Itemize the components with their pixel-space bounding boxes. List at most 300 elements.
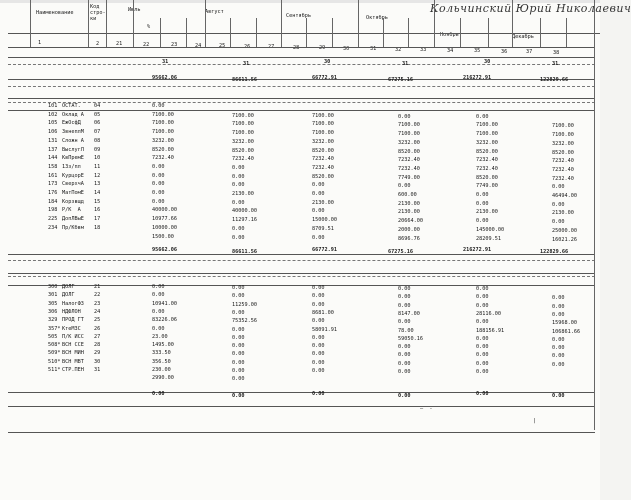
item-value: 3232.00 — [476, 139, 498, 146]
item-value: 0.00 — [232, 368, 245, 374]
item-value: 7100.00 — [312, 130, 334, 137]
item-value: 0.00 — [232, 199, 245, 206]
item-value: 0.00 — [398, 369, 411, 375]
item-value: 8681.00 — [312, 309, 334, 316]
item-value: 7749.00 — [398, 174, 420, 181]
item-code: 173 — [48, 181, 58, 188]
column-number: 25 — [219, 43, 226, 49]
item-value: 0.00 — [312, 208, 325, 215]
item-value: 333.50 — [152, 350, 171, 357]
item-value: 0.00 — [232, 285, 245, 291]
item-value: 8520.00 — [552, 149, 574, 156]
column-divider — [488, 18, 489, 47]
item-value: 0.00 — [476, 286, 489, 292]
item-value: 0.00 — [152, 103, 165, 109]
item-value: 7232.40 — [552, 158, 574, 165]
month-header: Ноябрь — [440, 32, 459, 38]
row-value: 67275.16 — [388, 77, 413, 83]
item-value: 7232.40 — [476, 157, 498, 164]
item-value: 7100.00 — [398, 122, 420, 129]
item-name: П/К ИСС — [62, 333, 84, 340]
item-line: 13 — [94, 181, 101, 188]
item-value: 7232.40 — [312, 156, 334, 163]
item-code: 509* — [48, 350, 61, 357]
item-value: 0.00 — [476, 200, 489, 207]
item-value: 7232.40 — [552, 166, 574, 173]
item-code: 357* — [48, 325, 61, 332]
item-code: 161 — [48, 172, 58, 179]
row-value: 86611.56 — [232, 77, 257, 83]
item-value: 0.00 — [232, 234, 245, 241]
row-value: 95662.06 — [152, 247, 177, 253]
item-name: НалогФЗ — [62, 300, 84, 307]
row-value: 66772.91 — [312, 75, 337, 81]
item-code: 131 — [48, 137, 58, 144]
month-header: Декабрь — [512, 34, 534, 40]
item-value: 0.00 — [232, 309, 245, 316]
column-divider — [281, 0, 282, 47]
item-value: 106861.66 — [552, 328, 581, 335]
item-line: 08 — [94, 137, 101, 144]
rule-line — [8, 98, 595, 99]
item-value: 75352.56 — [232, 318, 257, 325]
item-value: 3232.00 — [152, 137, 174, 144]
item-line: 26 — [94, 325, 101, 332]
item-line: 28 — [94, 342, 101, 349]
item-code: 101 — [48, 103, 58, 109]
item-value: 20664.00 — [398, 218, 423, 225]
item-value: 0.00 — [476, 344, 489, 351]
row-value: 31 — [243, 61, 250, 67]
item-name: НДФЛОН — [62, 308, 81, 315]
item-value: 0.00 — [476, 352, 489, 359]
item-value: 0.00 — [476, 369, 489, 375]
column-divider — [106, 0, 107, 47]
item-name: Р/К А — [62, 207, 81, 214]
item-value: 0.00 — [398, 302, 411, 309]
item-value: 0.00 — [312, 285, 325, 291]
column-divider — [408, 18, 409, 47]
item-value: 0.00 — [232, 326, 245, 333]
item-name: ДОЛГ — [62, 292, 75, 299]
item-value: 7232.40 — [398, 157, 420, 164]
item-value: 0.00 — [152, 181, 165, 188]
row-value: 122829.66 — [540, 249, 569, 255]
item-value: 0.00 — [398, 294, 411, 301]
dashed-line — [8, 276, 595, 277]
item-line: 16 — [94, 207, 101, 214]
column-divider — [434, 0, 435, 47]
item-value: 10977.66 — [152, 216, 177, 223]
column-number: 37 — [526, 49, 533, 55]
item-line: 09 — [94, 146, 101, 153]
item-code: 225 — [48, 216, 58, 223]
item-line: 11 — [94, 163, 101, 170]
item-code: 300 — [48, 284, 58, 290]
item-value: 11259.00 — [232, 301, 257, 308]
item-value: 0.00 — [232, 359, 245, 366]
column-divider — [358, 0, 359, 47]
item-value: 0.00 — [476, 218, 489, 225]
rule-line — [8, 406, 595, 407]
rule-line — [8, 57, 595, 58]
column-divider — [540, 18, 541, 47]
item-line: 31 — [94, 367, 101, 373]
item-value: 7100.00 — [312, 121, 334, 128]
item-line: 06 — [94, 120, 101, 127]
item-value: 7100.00 — [232, 121, 254, 128]
item-value: 0.00 — [552, 201, 565, 208]
item-value: 0.00 — [312, 359, 325, 366]
item-code: 508* — [48, 342, 61, 349]
item-value: 2130.00 — [398, 209, 420, 216]
item-value: 145000.00 — [476, 226, 505, 233]
rule-line — [8, 273, 595, 274]
item-code: 106 — [48, 129, 58, 136]
column-divider — [306, 18, 307, 47]
column-number: 35 — [474, 48, 481, 54]
column-number: 22 — [143, 42, 150, 48]
item-value: 0.00 — [232, 351, 245, 358]
item-value: 7100.00 — [552, 123, 574, 130]
item-value: 0.00 — [312, 191, 325, 197]
item-value: 46494.00 — [552, 193, 577, 199]
item-value: 23.00 — [152, 333, 168, 340]
item-value: 59050.16 — [398, 335, 423, 342]
row-value: 67275.16 — [388, 249, 413, 255]
item-line: 12 — [94, 172, 101, 179]
month-header: Июль — [128, 7, 141, 13]
item-code: 234 — [48, 224, 58, 231]
column-divider — [205, 0, 206, 47]
item-value: 0.00 — [232, 182, 245, 189]
item-code: 184 — [48, 198, 58, 205]
item-name: ВСН МВТ — [62, 358, 84, 365]
item-value: 0.00 — [398, 344, 411, 351]
item-value: 0.00 — [152, 325, 165, 332]
item-line: 22 — [94, 292, 101, 299]
item-value: 3232.00 — [552, 140, 574, 147]
item-value: 7100.00 — [232, 130, 254, 137]
item-value: 0.00 — [476, 294, 489, 301]
row-value: 0.00 — [312, 391, 325, 397]
item-value: 16021.26 — [552, 236, 577, 243]
item-value: 8709.51 — [312, 225, 334, 232]
item-value: 356.50 — [152, 358, 171, 365]
handwritten-note: Кольчинский Юрий Николаевич — [430, 2, 631, 15]
row-value: 95662.06 — [152, 75, 177, 81]
column-divider — [133, 0, 134, 47]
item-value: 7232.40 — [476, 165, 498, 172]
item-value: 28209.51 — [476, 235, 501, 242]
item-value: 0.00 — [552, 219, 565, 226]
item-value: 0.00 — [232, 376, 245, 383]
item-name: КвПремЕ — [62, 155, 84, 162]
item-line: 29 — [94, 350, 101, 357]
row-value: 31 — [402, 61, 409, 67]
item-value: 15000.00 — [312, 217, 337, 224]
rule-line — [8, 79, 595, 80]
item-value: 2130.00 — [398, 200, 420, 207]
item-name: ОСТАТ. — [62, 103, 81, 109]
column-divider — [594, 0, 595, 430]
item-value: 0.00 — [398, 183, 411, 190]
item-name: КурцорЕ — [62, 172, 84, 179]
item-value: 8520.00 — [476, 174, 498, 181]
row-value: 0.00 — [398, 393, 411, 399]
item-value: 0.00 — [232, 173, 245, 180]
column-divider — [332, 18, 333, 47]
dashed-line — [8, 64, 595, 65]
item-name: ЗвнеплМ — [62, 129, 84, 136]
row-value: 0.00 — [152, 391, 165, 397]
item-name: Оклад А — [62, 111, 84, 118]
item-code: 505 — [48, 333, 58, 340]
item-value: 3232.00 — [232, 138, 254, 145]
item-code: 305 — [48, 300, 58, 307]
item-name: ВСН МИН — [62, 350, 84, 357]
item-line: 23 — [94, 300, 101, 307]
row-value: 0.00 — [552, 393, 565, 399]
row-value: 0.00 — [232, 393, 245, 399]
column-number: 2 — [96, 41, 100, 47]
item-name: ПРОД ГТ — [62, 317, 84, 324]
month-header: Октябрь — [366, 15, 388, 21]
item-name: Пр/Кбвм — [62, 224, 84, 231]
item-code: 105 — [48, 120, 58, 127]
item-name: ЕжОсфД — [62, 120, 81, 127]
item-value: 2130.00 — [552, 210, 574, 217]
item-name: МатПомЕ — [62, 190, 84, 196]
column-number: 34 — [447, 48, 454, 54]
item-value: 0.00 — [312, 318, 325, 325]
item-name: 13з/пл — [62, 163, 81, 170]
item-line: 27 — [94, 333, 101, 340]
row-value: 31 — [162, 59, 169, 65]
item-name: СверхчА — [62, 181, 84, 188]
column-divider — [460, 18, 461, 47]
item-value: 0.00 — [312, 334, 325, 341]
column-number: 28 — [293, 45, 300, 51]
column-number: 26 — [244, 44, 251, 50]
column-number: 36 — [501, 49, 508, 55]
rule-line — [8, 47, 595, 48]
item-value: 0.00 — [152, 308, 165, 315]
row-value: 66772.91 — [312, 247, 337, 253]
item-value: 3232.00 — [398, 139, 420, 146]
item-code: 198 — [48, 207, 58, 214]
item-value: 25000.00 — [552, 227, 577, 234]
col-code-header: Код стро- ки — [90, 4, 106, 22]
rule-line — [8, 392, 595, 393]
item-line: 10 — [94, 155, 101, 162]
item-value: 2000.00 — [398, 226, 420, 233]
item-name: Сложн А — [62, 137, 84, 144]
item-value: 7232.40 — [152, 155, 174, 162]
dashed-line — [8, 86, 595, 87]
item-code: 301 — [48, 292, 58, 299]
item-value: 8147.00 — [398, 310, 420, 317]
item-line: 04 — [94, 103, 101, 109]
column-number: 38 — [553, 50, 560, 56]
item-value: 0.00 — [152, 163, 165, 170]
item-value: 0.00 — [552, 303, 565, 310]
item-value: 0.00 — [232, 225, 245, 232]
item-value: 0.00 — [312, 182, 325, 189]
item-line: 15 — [94, 198, 101, 205]
item-value: 2130.00 — [312, 199, 334, 206]
row-value: 86611.56 — [232, 249, 257, 255]
item-value: 0.00 — [398, 286, 411, 292]
item-line: 25 — [94, 317, 101, 324]
item-name: СТР.ПЕН — [62, 367, 84, 373]
column-divider — [256, 18, 257, 47]
item-value: 83226.06 — [152, 317, 177, 324]
column-number: 1 — [38, 40, 42, 46]
item-line: 18 — [94, 224, 101, 231]
item-name: ДОЛГ — [62, 284, 75, 290]
item-value: 0.00 — [552, 311, 565, 318]
item-value: 8520.00 — [312, 147, 334, 154]
column-divider — [88, 0, 89, 47]
item-code: 158 — [48, 163, 58, 170]
item-line: 30 — [94, 358, 101, 365]
row-value: 30 — [484, 59, 491, 65]
item-value: 0.00 — [476, 319, 489, 326]
item-value: 0.00 — [232, 334, 245, 341]
row-value: 31 — [552, 61, 559, 67]
item-value: 7232.40 — [552, 175, 574, 182]
item-code: 176 — [48, 190, 58, 196]
column-number: 30 — [343, 46, 350, 52]
item-value: 0.00 — [476, 302, 489, 309]
row-value: 216272.91 — [463, 75, 492, 81]
item-value: 0.00 — [152, 284, 165, 290]
item-value: 78.00 — [398, 327, 414, 334]
item-value: 600.00 — [398, 192, 417, 198]
column-number: 31 — [370, 46, 377, 52]
item-value: 0.00 — [312, 234, 325, 241]
item-code: 306 — [48, 308, 58, 315]
item-value: 2130.00 — [476, 209, 498, 216]
item-value: 7100.00 — [152, 129, 174, 136]
item-value: 0.00 — [476, 113, 489, 120]
rule-line — [8, 254, 595, 255]
item-value: 8520.00 — [398, 148, 420, 155]
item-value: 1495.00 — [152, 342, 174, 349]
item-value: 58091.91 — [312, 326, 337, 333]
column-number: 23 — [171, 42, 178, 48]
row-value: 216272.91 — [463, 247, 492, 253]
item-value: 8696.76 — [398, 235, 420, 242]
column-number: 27 — [268, 44, 275, 50]
item-value: 0.00 — [312, 351, 325, 358]
item-value: 0.00 — [476, 360, 489, 367]
item-value: 7100.00 — [476, 122, 498, 129]
item-value: 7749.00 — [476, 183, 498, 190]
item-value: 2130.00 — [232, 191, 254, 197]
column-number: 32 — [395, 47, 402, 53]
item-value: 0.00 — [232, 164, 245, 171]
column-divider — [160, 18, 161, 47]
item-value: 0.00 — [398, 113, 411, 120]
item-value: 7232.40 — [398, 165, 420, 172]
row-value: 30 — [324, 59, 331, 65]
item-value: 7232.40 — [312, 164, 334, 171]
column-divider — [566, 18, 567, 47]
item-value: 0.00 — [552, 184, 565, 191]
item-value: 0.00 — [552, 353, 565, 360]
column-divider — [512, 0, 513, 47]
item-value: 0.00 — [552, 361, 565, 368]
item-value: 0.00 — [552, 336, 565, 343]
item-value: 0.00 — [312, 301, 325, 308]
item-value: 0.00 — [152, 292, 165, 299]
item-value: 0.00 — [476, 192, 489, 198]
item-code: 329 — [48, 317, 58, 324]
col-name-header: Наименование — [36, 10, 74, 16]
item-value: 7100.00 — [152, 120, 174, 127]
item-line: 05 — [94, 111, 101, 118]
scan-mark: — - — [420, 406, 433, 412]
item-value: 1500.00 — [152, 233, 174, 240]
month-header: Сентябрь — [286, 13, 311, 19]
item-value: 0.00 — [312, 293, 325, 300]
item-value: 7100.00 — [312, 112, 334, 119]
item-value: 0.00 — [152, 172, 165, 179]
month-header: Август — [205, 9, 224, 15]
item-value: 8520.00 — [476, 148, 498, 155]
column-divider — [186, 18, 187, 47]
item-value: 10000.00 — [152, 224, 177, 231]
item-value: 0.00 — [232, 293, 245, 300]
column-number: 29 — [319, 45, 326, 51]
item-value: 2990.00 — [152, 375, 174, 382]
item-value: 0.00 — [398, 360, 411, 367]
item-value: 0.00 — [398, 352, 411, 359]
item-code: 511* — [48, 367, 61, 373]
item-line: 07 — [94, 129, 101, 136]
item-name: КтеМЗС — [62, 325, 81, 332]
item-value: 0.00 — [552, 345, 565, 352]
column-divider — [383, 18, 384, 47]
item-value: 7100.00 — [552, 132, 574, 139]
item-value: 188156.91 — [476, 327, 505, 334]
item-name: ВСН ССЕ — [62, 342, 84, 349]
item-line: 24 — [94, 308, 101, 315]
item-value: 0.00 — [312, 368, 325, 374]
dashed-line — [8, 260, 595, 261]
item-value: 0.00 — [152, 198, 165, 205]
item-name: Корзвщд — [62, 198, 84, 205]
item-value: 0.00 — [476, 335, 489, 342]
item-value: 40000.00 — [152, 207, 177, 214]
item-value: 7232.40 — [232, 156, 254, 163]
item-value: 8520.00 — [232, 147, 254, 154]
item-value: 0.00 — [232, 343, 245, 350]
item-value: 7100.00 — [476, 131, 498, 138]
rule-line — [8, 432, 595, 433]
item-name: ДопЛВыЕ — [62, 216, 84, 223]
item-code: 137 — [48, 146, 58, 153]
item-value: 0.00 — [312, 343, 325, 350]
column-number: 21 — [116, 41, 123, 47]
item-value: 0.00 — [398, 319, 411, 326]
item-code: 144 — [48, 155, 58, 162]
item-name: ВыслугЛ — [62, 146, 84, 153]
item-line: 17 — [94, 216, 101, 223]
row-value: 122829.66 — [540, 77, 569, 83]
